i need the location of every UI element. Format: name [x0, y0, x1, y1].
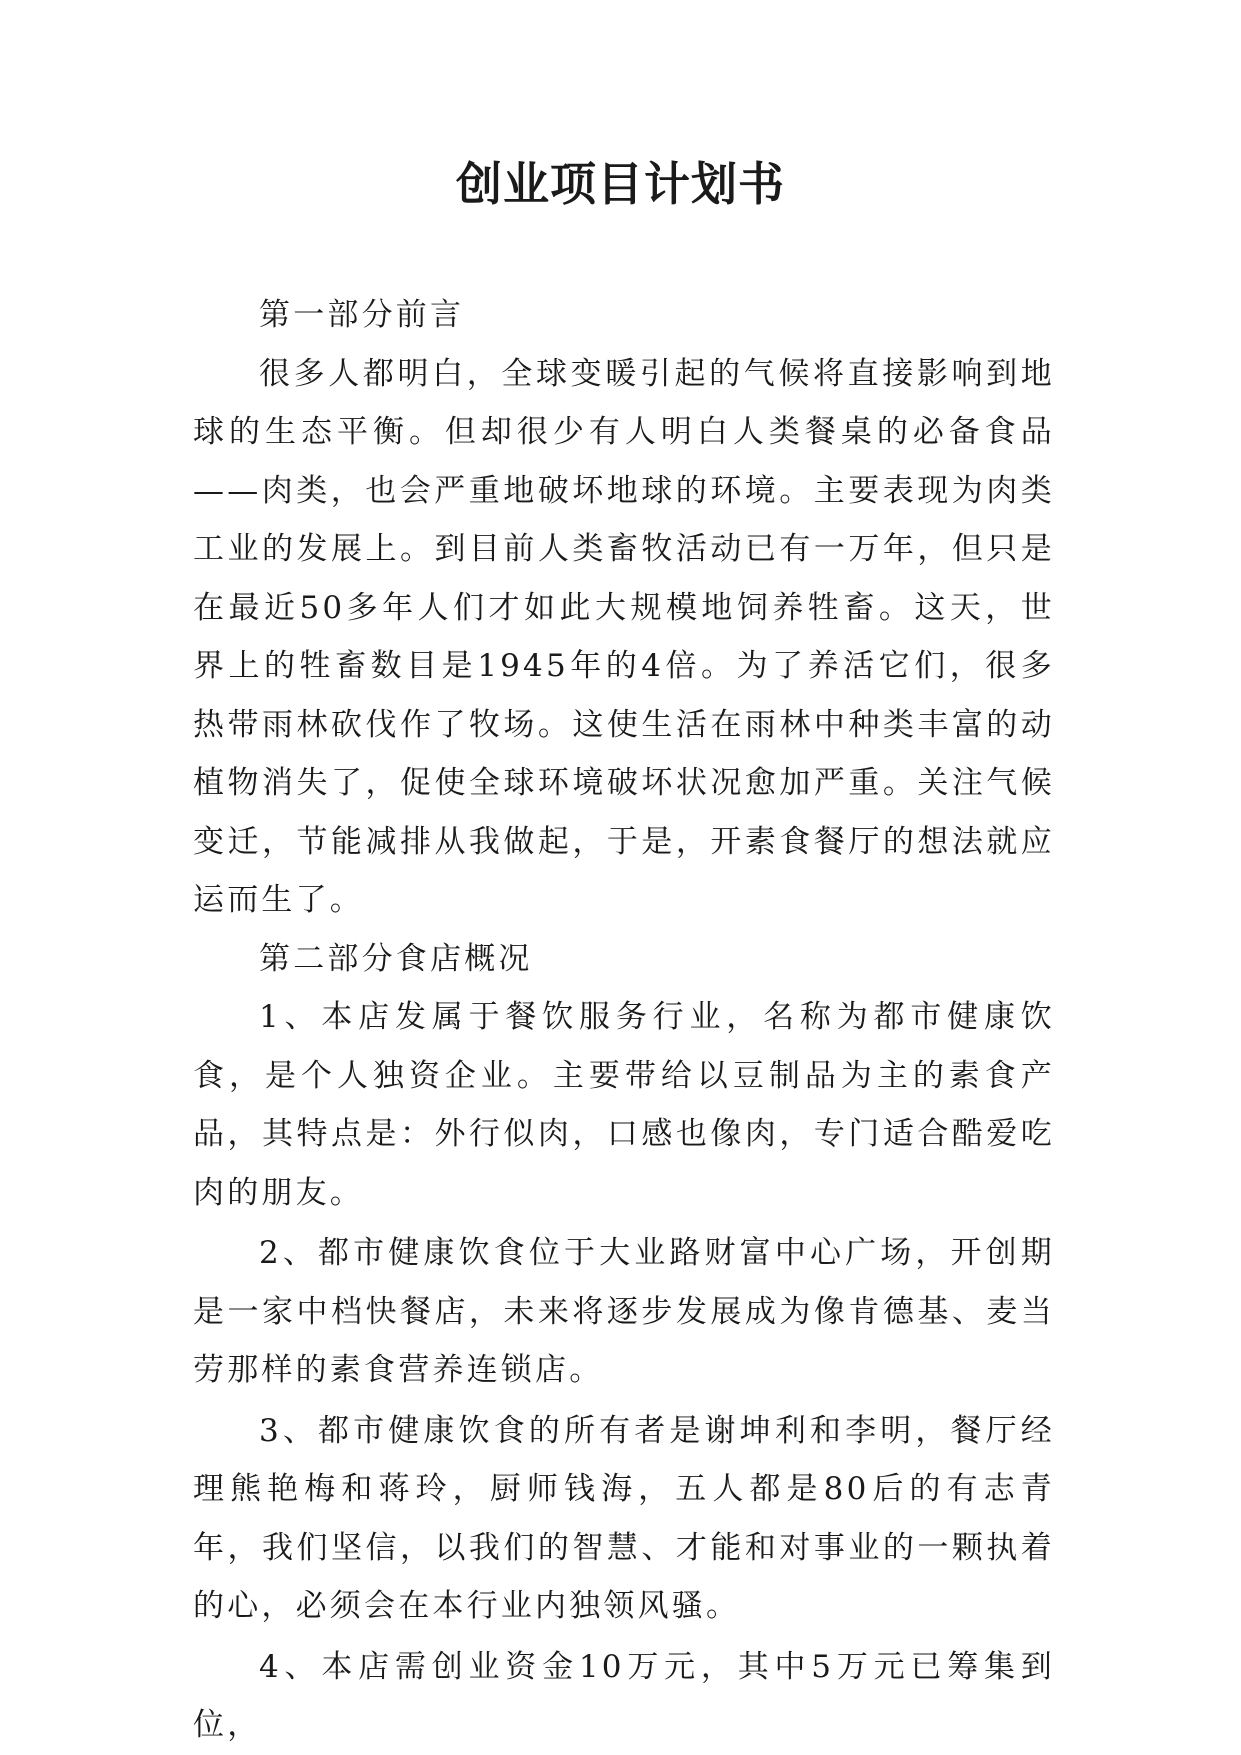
- paragraph-item-3: 3、都市健康饮食的所有者是谢坤利和李明，餐厅经理熊艳梅和蒋玲，厨师钱海，五人都是80后的有志青年，我们坚信，以我们的智慧、才能和对事业的一颗执着的心，必须会在本行业内独领风骚。: [193, 1412, 1055, 1624]
- paragraph-preface-body: 很多人都明白，全球变暖引起的气候将直接影响到地球的生态平衡。但却很少有人明白人类餐桌的必备食品——肉类，也会严重地破坏地球的环境。主要表现为肉类工业的发展上。到目前人类畜牧活动已有一万年，但只是在最近50多年人们才如此大规模地饲养牲畜。这天，世界上的牲畜数目是1945年的4倍。为了养活它们，很多热带雨林砍伐作了牧场。这使生活在雨林中种类丰富的动植物消失了，促使全球环境破坏状况愈加严重。关注气候变迁，节能减排从我做起，于是，开素食餐厅的想法就应运而生了。: [193, 355, 1055, 918]
- paragraph-item-2: 2、都市健康饮食位于大业路财富中心广场，开创期是一家中档快餐店，未来将逐步发展成为像肯德基、麦当劳那样的素食营养连锁店。: [193, 1235, 1055, 1388]
- document-title: 创业项目计划书: [456, 157, 785, 211]
- document-body: [193, 286, 1055, 1755]
- section-heading-overview: 第二部分食店概况: [259, 940, 533, 977]
- paragraph-item-4: 4、本店需创业资金10万元，其中5万元已筹集到位，: [193, 1648, 1055, 1743]
- section-heading-preface: 第一部分前言: [259, 297, 465, 333]
- paragraph-item-1: 1、本店发属于餐饮服务行业，名称为都市健康饮食，是个人独资企业。主要带给以豆制品为主的素食产品，其特点是：外行似肉，口感也像肉，专门适合酷爱吃肉的朋友。: [193, 999, 1055, 1211]
